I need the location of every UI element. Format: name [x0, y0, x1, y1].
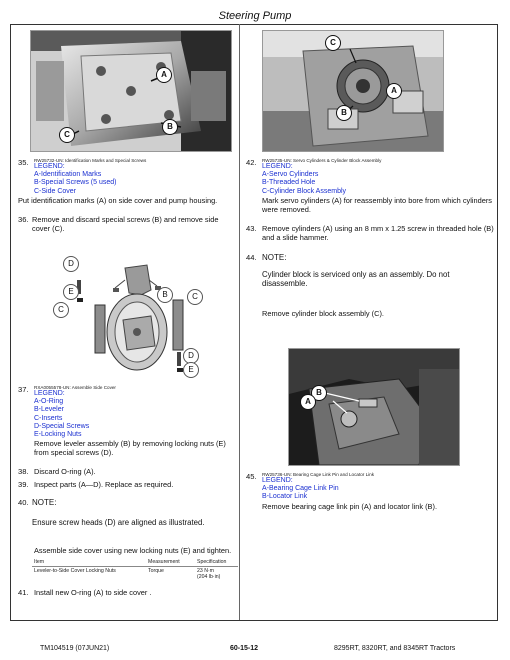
table-cell: Leveler-to-Side Cover Locking Nuts [34, 568, 116, 574]
legend-item: B-Locator Link [262, 493, 308, 501]
step-text: Install new O-ring (A) to side cover . [34, 588, 152, 597]
callout-a: A [386, 83, 402, 99]
pump-side-cover-photo [30, 30, 232, 152]
step-number: 41. [18, 588, 29, 597]
right-border [497, 24, 498, 620]
note-title: NOTE: [32, 498, 57, 507]
step-45 [246, 472, 494, 511]
step-number: 36. [18, 215, 29, 224]
step-text: Inspect parts (A—D). Replace as required. [34, 480, 174, 489]
step-37 [18, 385, 236, 458]
figure-caption: RW25736-UN: Bearing Cage Link Pin and Locator Link [262, 472, 375, 477]
step-number: 43. [246, 224, 257, 233]
step-number: 39. [18, 480, 29, 489]
step-text: Put identification marks (A) on side cover and pump housing. [18, 195, 218, 205]
callout-e: E [63, 284, 79, 300]
left-border [10, 24, 11, 620]
legend-item: A-O-Ring [34, 398, 64, 406]
step-36 [18, 215, 236, 233]
step-44-note [246, 253, 494, 262]
table-header: Item [34, 559, 45, 565]
legend-item: C-Inserts [34, 414, 63, 422]
bottom-rule [10, 620, 498, 621]
legend-item: D-Special Screws [34, 422, 90, 430]
callout-c: C [325, 35, 341, 51]
step-text: Remove cylinders (A) using an 8 mm x 1.25 screw in threaded hole (B) and a slide hammer. [262, 224, 494, 243]
step-text: Remove cylinder block assembly (C). [262, 309, 384, 318]
callout-b: B [157, 287, 173, 303]
table-header: Specification [197, 559, 227, 565]
legend-heading: LEGEND: [34, 163, 65, 170]
legend-item: C-Side Cover [34, 187, 77, 195]
table-cell: Torque [148, 568, 164, 574]
legend-item: A-Identification Marks [34, 171, 102, 179]
callout-c: C [187, 289, 203, 305]
callout-d: D [63, 256, 79, 272]
servo-cylinders-photo [262, 30, 444, 152]
callout-b: B [311, 385, 327, 401]
table-cell: 23 N·m (204 lb·in) [197, 568, 221, 580]
step-38 [18, 467, 236, 476]
legend-item: A-Bearing Cage Link Pin [262, 485, 339, 493]
step-number: 35. [18, 158, 29, 167]
legend-item: B-Leveler [34, 406, 64, 414]
legend-item: B-Threaded Hole [262, 179, 316, 187]
step-number: 42. [246, 158, 257, 167]
torque-spec-table [32, 558, 238, 581]
step-text: Remove and discard special screws (B) and remove side cover (C). [32, 215, 219, 234]
legend-item: E-Locking Nuts [34, 431, 82, 439]
legend-heading: LEGEND: [34, 390, 65, 397]
callout-d: D [183, 348, 199, 364]
bearing-cage-photo [288, 348, 460, 466]
step-number: 45. [246, 472, 257, 481]
note-text: Ensure screw heads (D) are aligned as illustrated. [32, 518, 205, 527]
step-35 [18, 158, 236, 205]
column-divider [239, 24, 240, 620]
callout-a: A [156, 67, 172, 83]
assemble-text: Assemble side cover using new locking nuts (E) and tighten. [34, 546, 232, 555]
callout-a: A [300, 394, 316, 410]
step-42 [246, 158, 494, 214]
callout-c: C [53, 302, 69, 318]
note-text: Cylinder block is serviced only as an assembly. Do not disassemble. [262, 270, 450, 289]
step-text: Discard O-ring (A). [34, 467, 96, 476]
step-41 [18, 588, 236, 597]
step-number: 37. [18, 385, 29, 394]
footer-model: 8295RT, 8320RT, and 8345RT Tractors [334, 645, 456, 652]
figure-caption: RW25732-UN: Identification Marks and Special Screws [34, 158, 147, 163]
step-text: Mark servo cylinders (A) for reassembly into bore from which cylinders were removed. [262, 195, 493, 215]
footer-doc-id: TM104519 (07JUN21) [40, 645, 110, 652]
note-title: NOTE: [262, 253, 287, 262]
legend-item: A-Servo Cylinders [262, 171, 319, 179]
step-number: 38. [18, 467, 29, 476]
legend-heading: LEGEND: [262, 477, 293, 484]
step-43 [246, 224, 494, 242]
legend-heading: LEGEND: [262, 163, 293, 170]
callout-b: B [336, 105, 352, 121]
callout-b: B [162, 119, 178, 135]
step-number: 44. [246, 253, 257, 262]
legend-item: B-Special Screws (5 used) [34, 179, 117, 187]
side-cover-exploded-diagram [55, 260, 205, 380]
figure-caption: RW25735-UN: Servo Cylinders & Cylinder Block Assembly [262, 158, 382, 163]
legend-item: C-Cylinder Block Assembly [262, 187, 347, 195]
step-40-note [18, 498, 236, 507]
step-text: Remove leveler assembly (B) by removing locking nuts (E) from special screws (D). [34, 439, 226, 458]
table-header: Measurement [148, 559, 180, 565]
page-title: Steering Pump [218, 10, 292, 22]
figure-caption: RXA0055578-UN: Assemble Side Cover [34, 385, 116, 390]
footer-page-number: 60-15-12 [230, 645, 259, 652]
step-number: 40. [18, 498, 29, 507]
callout-c: C [59, 127, 75, 143]
step-39 [18, 480, 236, 489]
header-rule [10, 24, 498, 25]
step-text: Remove bearing cage link pin (A) and locator link (B). [262, 501, 437, 511]
callout-e: E [183, 362, 199, 378]
